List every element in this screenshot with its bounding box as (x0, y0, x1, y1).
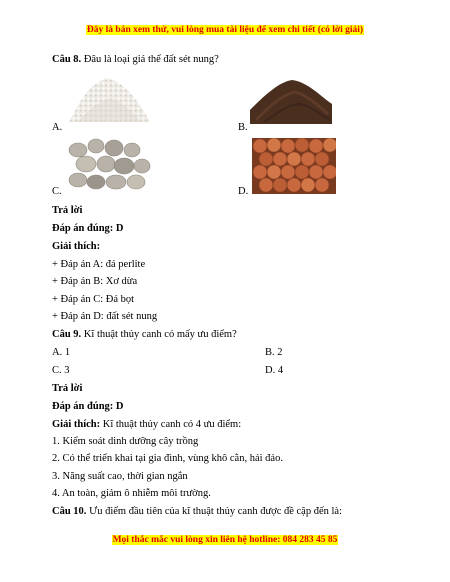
q8-option-c[interactable]: C. (52, 186, 62, 197)
q8-explain-line: + Đáp án A: đá perlite (52, 259, 146, 270)
q8-explain-line: + Đáp án C: Đá bọt (52, 294, 135, 305)
q8-option-b[interactable]: B. (238, 122, 248, 133)
question-8-label: Câu 8. (52, 54, 82, 65)
q8-explain-line: + Đáp án D: đất sét nung (52, 311, 158, 322)
clay-pebbles-image (252, 138, 336, 194)
question-10-text: Ưu điểm đầu tiên của kĩ thuật thủy canh được đề cập đến là: (86, 506, 342, 517)
question-9-label: Câu 9. (52, 329, 82, 340)
q8-explain-heading: Giải thích: (52, 241, 101, 252)
q9-option-d[interactable]: D. 4 (265, 365, 284, 376)
q9-explanation (52, 418, 241, 431)
perlite-image (67, 72, 151, 124)
footer-banner: Mọi thắc mắc vui lòng xin liên hệ hotline: 084 283 45 85 (112, 535, 338, 545)
q9-answer-heading: Trả lời (52, 383, 83, 394)
coco-coir-image (250, 74, 332, 124)
question-10-label: Câu 10. (52, 506, 87, 517)
q9-explain-text: Kĩ thuật thủy canh có 4 ưu điểm: (100, 419, 242, 430)
q9-point: 3. Năng suất cao, thời gian ngắn (52, 471, 188, 482)
question-10 (52, 505, 342, 518)
q9-option-b[interactable]: B. 2 (265, 347, 283, 358)
q8-option-d[interactable]: D. (238, 186, 249, 197)
q9-point: 4. An toàn, giảm ô nhiễm môi trường. (52, 488, 211, 499)
header-banner: Đây là bản xem thử, vui lòng mua tài liệu để xem chi tiết (có lời giải) (86, 25, 364, 35)
q9-explain-label: Giải thích: (52, 419, 101, 430)
q8-option-a[interactable]: A. (52, 122, 63, 133)
question-9-text: Kĩ thuật thủy canh có mấy ưu điểm? (81, 329, 237, 340)
q9-point: 2. Có thể triển khai tại gia đình, vùng khô cằn, hải đảo. (52, 453, 283, 464)
q9-option-c[interactable]: C. 3 (52, 365, 70, 376)
pumice-image (66, 136, 152, 192)
q8-answer-heading: Trả lời (52, 205, 83, 216)
question-8 (52, 53, 219, 66)
q9-option-a[interactable]: A. 1 (52, 347, 71, 358)
q8-answer: Đáp án đúng: D (52, 223, 124, 234)
question-9 (52, 328, 237, 341)
q9-answer: Đáp án đúng: D (52, 401, 124, 412)
question-8-text: Đâu là loại giá thể đất sét nung? (81, 54, 219, 65)
q8-explain-line: + Đáp án B: Xơ dừa (52, 276, 138, 287)
q9-point: 1. Kiểm soát dinh dưỡng cây trồng (52, 436, 199, 447)
